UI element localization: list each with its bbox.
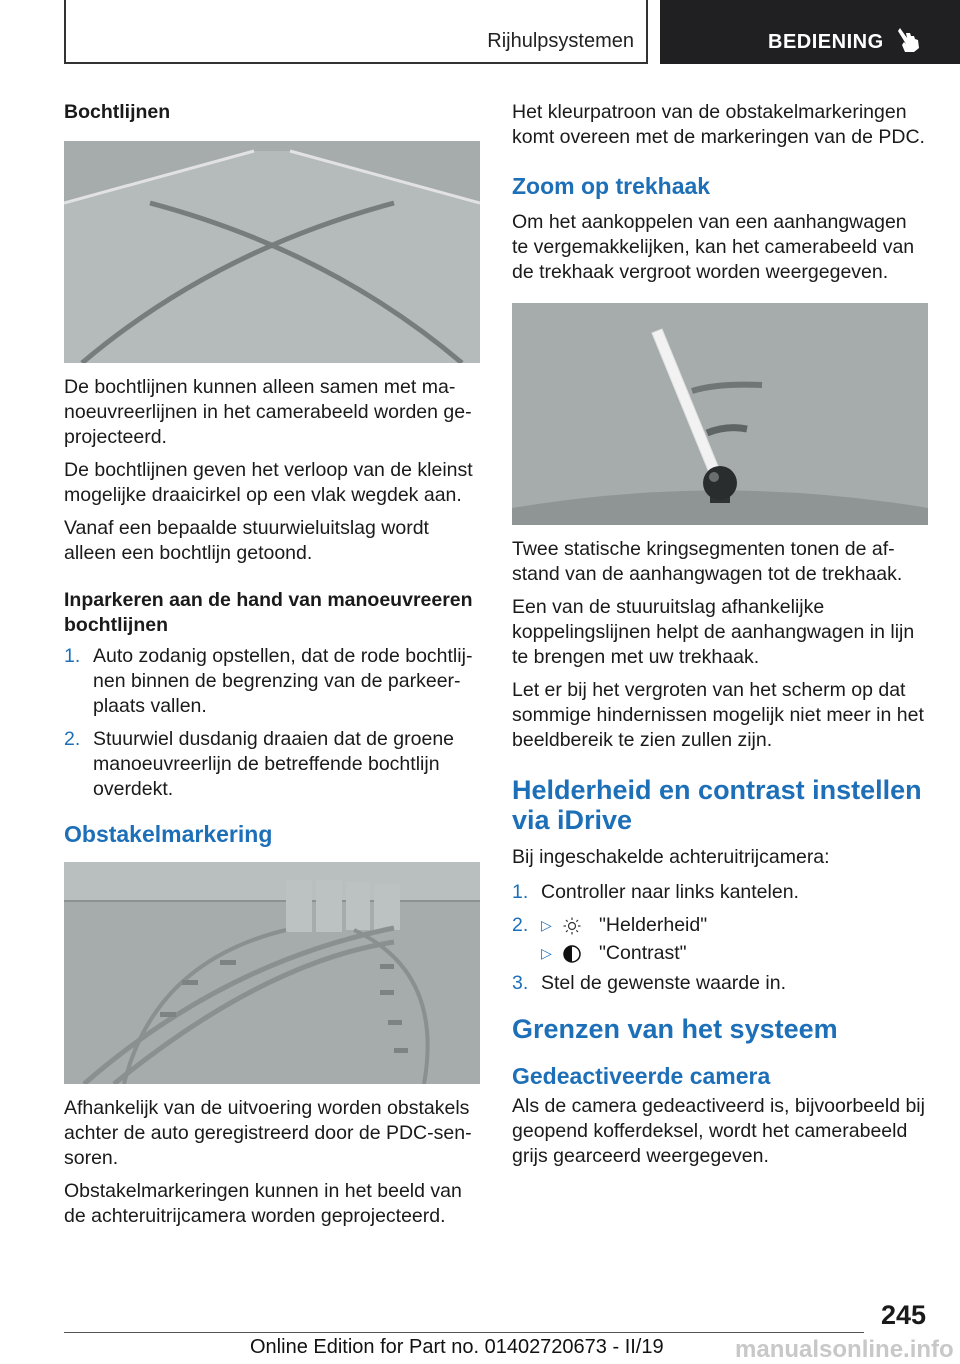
para-hitch-2: Een van de stuuruitslag afhankelijke koppelingslijnen helpt de aanhangwagen in lijn te brengen met uw trekhaak. (512, 596, 915, 668)
heading-brightness: Helderheid en contrast instellen via iDrive (512, 775, 922, 835)
brightness-steps (512, 880, 928, 996)
watermark: manualsonline.info (735, 1336, 954, 1363)
footer-divider (64, 1332, 864, 1333)
obstacle-marking-figure (64, 862, 480, 1084)
left-column (64, 100, 480, 1237)
right-column (512, 100, 928, 1177)
list-item: 2. ▷ "Helderheid" ▷ "Contrast" (512, 913, 928, 969)
para-bend-1: De bochtlijnen kunnen alleen samen met manoeuvreerlijnen in het camerabeeld worden geprojecteerd. (64, 376, 472, 448)
section-title: Rijhulpsystemen (487, 30, 634, 52)
para-bend-3: Vanaf een bepaalde stuurwieluitslag wordt alleen een bochtlijn getoond. (64, 517, 429, 564)
heading-limits: Grenzen van het systeem (512, 1014, 838, 1044)
heading-obstakel: Obstakelmarkering (64, 821, 273, 847)
heading-bochtlijnen: Bochtlijnen (64, 101, 171, 123)
para-with-camera: Bij ingeschakelde achteruitrijcamera: (512, 846, 830, 868)
header-chapter-box (660, 0, 960, 64)
bend-lines-figure (64, 141, 480, 363)
list-item: 1. Controller naar links kantelen. (512, 881, 799, 903)
para-obstacle-2: Obstakelmarkeringen kunnen in het beeld van de achteruitrijcamera worden geprojecteerd. (64, 1180, 462, 1227)
para-hitch-3: Let er bij het vergroten van het scherm op dat sommige hindernissen mogelijk niet meer in het beeldbereik te zien zullen zijn. (512, 679, 924, 751)
tow-hitch-figure (512, 303, 928, 525)
heading-zoom: Zoom op trekhaak (512, 173, 711, 199)
header-section-box (64, 0, 648, 64)
para-zoom: Om het aankoppelen van een aanhangwagen te vergemakkelijken, kan het camerabeeld van de trekhaak vergroot worden weergegeven. (512, 211, 915, 283)
page-number: 245 (880, 1300, 926, 1330)
para-obstacle-1: Afhankelijk van de uitvoering worden obstakels achter de auto geregistreerd door de PDC-sensoren. (64, 1097, 472, 1169)
para-hitch-1: Twee statische kringsegmenten tonen de afstand van de aanhangwagen tot de trekhaak. (512, 538, 903, 585)
para-color-pattern: Het kleurpatroon van de obstakelmarkeringen komt overeen met de markeringen van de PDC. (512, 101, 925, 148)
chapter-title: BEDIENING (768, 31, 884, 53)
triangle-bullet-icon: ▷ (541, 917, 552, 933)
para-bend-2: De bochtlijnen geven het verloop van de kleinst mogelijke draaicirkel op een vlak wegdek aan. (64, 459, 473, 506)
parking-steps (64, 644, 480, 802)
list-item: 1. Auto zodanig opstellen, dat de rode bochtlijnen binnen de begrenzing van de parkeerplaats vallen. (64, 645, 473, 717)
pointing-hand-icon (894, 24, 924, 54)
edition-text: Online Edition for Part no. 01402720673 - II/19 (250, 1336, 664, 1358)
heading-deactivated: Gedeactiveerde camera (512, 1063, 771, 1089)
brightness-option: ▷ "Helderheid" (541, 914, 708, 936)
contrast-option: ▷ "Contrast" (541, 942, 687, 964)
heading-parking: Inparkeren aan de hand van manoeuvreeren bochtlijnen (64, 589, 473, 636)
triangle-bullet-icon: ▷ (541, 945, 552, 961)
contrast-icon (563, 945, 581, 963)
list-item: 2. Stuurwiel dusdanig draaien dat de groene manoeuvreerlijn de betreffende bochtlijn overdekt. (64, 728, 455, 800)
sun-icon (563, 917, 581, 935)
list-item: 3. Stel de gewenste waarde in. (512, 972, 786, 994)
para-deactivated: Als de camera gedeactiveerd is, bijvoorbeeld bij geopend kofferdeksel, wordt het camerabeeld grijs gearceerd weergegeven. (512, 1095, 925, 1167)
